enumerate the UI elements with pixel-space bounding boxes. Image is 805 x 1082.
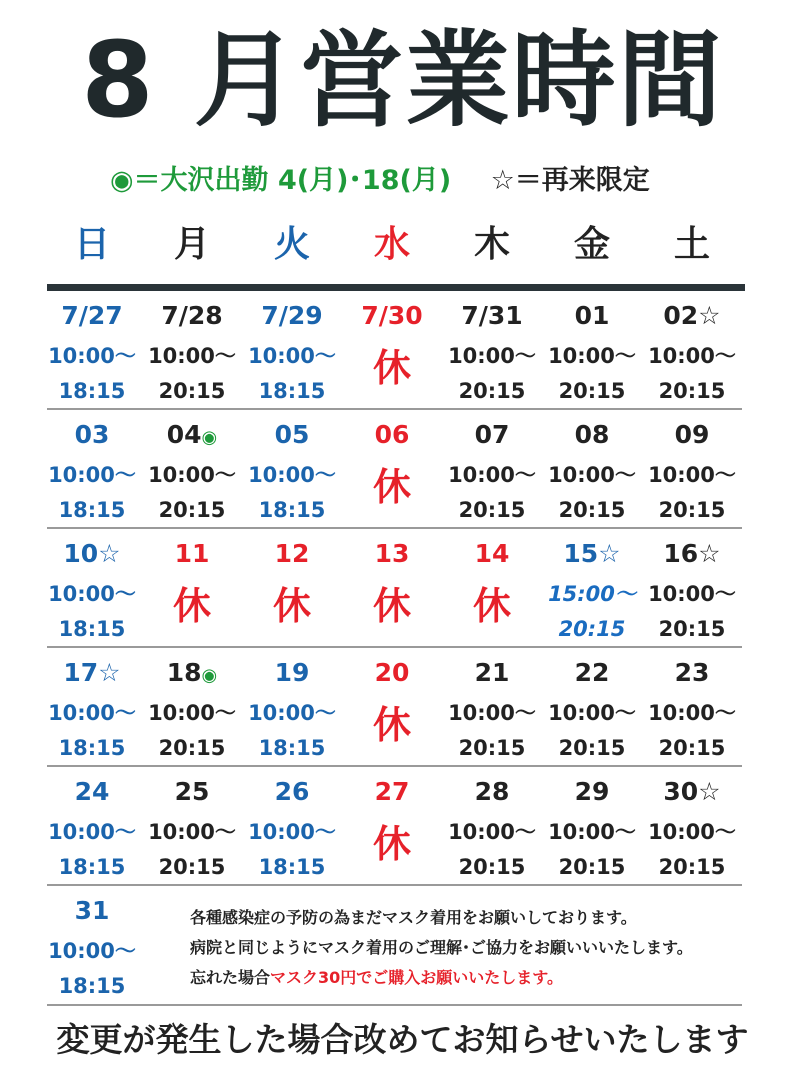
day-cell <box>42 291 142 408</box>
week-row <box>42 767 742 886</box>
day-open-time: 10:00～ <box>148 463 236 487</box>
day-open-time: 10:00～ <box>48 701 136 725</box>
day-date-text: 30☆ <box>663 777 721 806</box>
day-date-text: 29 <box>574 777 610 806</box>
day-cell <box>142 529 242 646</box>
day-date <box>242 537 342 571</box>
day-open-time: 15:00～ <box>548 582 636 606</box>
day-date <box>142 656 242 693</box>
attendance-mark-icon: ◉ <box>201 427 218 448</box>
notice-line-2: 病院と同じようにマスク着用のご理解･ご協力をお願いいいたします。 <box>190 938 693 957</box>
day-cell <box>642 529 742 646</box>
day-date <box>342 418 442 452</box>
day-close-time: 20:15 <box>558 379 626 403</box>
day-date-text: 05 <box>274 420 310 449</box>
closed-label: 休 <box>372 584 411 628</box>
day-open-time: 10:00～ <box>548 463 636 487</box>
day-close-time: 18:15 <box>258 855 326 879</box>
day-open-time: 10:00～ <box>148 344 236 368</box>
weekday-header <box>42 220 742 270</box>
weekday-sun: 日 <box>73 224 110 265</box>
day-date <box>542 418 642 452</box>
day-date-text: 7/27 <box>61 301 123 330</box>
day-close-time: 20:15 <box>658 498 726 522</box>
day-date-text: 23 <box>674 658 710 687</box>
closed-label: 休 <box>372 346 411 390</box>
day-open-time: 10:00～ <box>48 582 136 606</box>
day-date <box>242 775 342 809</box>
day-open-time: 10:00～ <box>148 820 236 844</box>
day-date <box>42 775 142 809</box>
closed-label: 休 <box>272 584 311 628</box>
day-close-time: 20:15 <box>658 617 726 641</box>
day-date-text: 06 <box>374 420 410 449</box>
day-cell <box>342 291 442 408</box>
legend-returning-only: ☆＝再来限定 <box>490 165 650 196</box>
day-cell <box>142 410 242 527</box>
day-close-time: 18:15 <box>58 736 126 760</box>
day-date-text: 18 <box>166 658 202 687</box>
day-date <box>142 418 242 455</box>
day-date <box>42 299 142 333</box>
day-cell <box>342 529 442 646</box>
day-close-time: 20:15 <box>658 379 726 403</box>
day-open-time: 10:00～ <box>48 463 136 487</box>
day-date-text: 11 <box>174 539 210 568</box>
day-open-time: 10:00～ <box>248 820 336 844</box>
day-date-text: 02☆ <box>663 301 721 330</box>
day-open-time: 10:00～ <box>448 820 536 844</box>
notice-line-1: 各種感染症の予防の為まだマスク着用をお願いしております。 <box>190 908 637 927</box>
day-open-time: 10:00～ <box>448 463 536 487</box>
week-row <box>42 291 742 410</box>
day-close-time: 18:15 <box>258 379 326 403</box>
day-open-time: 10:00～ <box>248 463 336 487</box>
mask-notice <box>190 903 750 993</box>
legend <box>110 158 650 198</box>
day-open-time: 10:00～ <box>48 820 136 844</box>
day-cell <box>242 410 342 527</box>
notice-line-3-prefix: 忘れた場合 <box>190 968 271 987</box>
closed-label: 休 <box>372 465 411 509</box>
day-date <box>342 775 442 809</box>
day-date <box>342 299 442 333</box>
day-cell <box>42 767 142 884</box>
day-close-time: 20:15 <box>158 498 226 522</box>
day-date-text: 20 <box>374 658 410 687</box>
day-close-time: 20:15 <box>558 736 626 760</box>
day-cell <box>442 529 542 646</box>
day-close-time: 20:15 <box>458 498 526 522</box>
day-date-text: 07 <box>474 420 510 449</box>
day-cell <box>342 767 442 884</box>
day-date <box>242 299 342 333</box>
day-date-text: 7/28 <box>161 301 223 330</box>
day-cell <box>142 291 242 408</box>
day-date <box>442 418 542 452</box>
day-date-text: 16☆ <box>663 539 721 568</box>
day-cell <box>642 410 742 527</box>
day-cell <box>42 648 142 765</box>
day-cell <box>442 410 542 527</box>
day-open-time: 10:00～ <box>148 701 236 725</box>
day-close-time: 20:15 <box>658 855 726 879</box>
day-close-time: 20:15 <box>458 855 526 879</box>
day-open-time: 10:00～ <box>248 344 336 368</box>
day-date-text: 7/30 <box>361 301 423 330</box>
day-close-time: 20:15 <box>658 736 726 760</box>
day-open-time: 10:00～ <box>248 701 336 725</box>
day-date-text: 08 <box>574 420 610 449</box>
closed-label: 休 <box>172 584 211 628</box>
day-open-time: 10:00～ <box>48 939 136 963</box>
day-open-time: 10:00～ <box>648 463 736 487</box>
day-close-time: 20:15 <box>558 855 626 879</box>
day-cell <box>242 529 342 646</box>
day-date-text: 25 <box>174 777 210 806</box>
day-cell <box>542 291 642 408</box>
day-close-time: 18:15 <box>58 498 126 522</box>
day-date <box>642 299 742 333</box>
day-date <box>442 775 542 809</box>
day-close-time: 18:15 <box>58 974 126 998</box>
day-open-time: 10:00～ <box>48 344 136 368</box>
day-date <box>642 656 742 690</box>
day-date-text: 28 <box>474 777 510 806</box>
day-close-time: 20:15 <box>458 736 526 760</box>
day-open-time: 10:00～ <box>548 344 636 368</box>
day-open-time: 10:00～ <box>448 344 536 368</box>
day-date-text: 14 <box>474 539 510 568</box>
weekday-mon: 月 <box>173 224 210 265</box>
week-row <box>42 648 742 767</box>
day-close-time: 20:15 <box>458 379 526 403</box>
day-close-time: 18:15 <box>258 498 326 522</box>
day-date-text: 7/31 <box>461 301 523 330</box>
day-open-time: 10:00～ <box>648 344 736 368</box>
day-cell <box>342 410 442 527</box>
day-close-time: 18:15 <box>58 379 126 403</box>
day-open-time: 10:00～ <box>648 820 736 844</box>
day-open-time: 10:00～ <box>448 701 536 725</box>
day-cell <box>542 767 642 884</box>
attendance-mark-icon: ◉ <box>201 665 218 686</box>
day-cell <box>142 767 242 884</box>
day-date-text: 15☆ <box>563 539 621 568</box>
day-date-text: 10☆ <box>63 539 121 568</box>
day-date-text: 26 <box>274 777 310 806</box>
day-date <box>142 775 242 809</box>
weekday-thu: 木 <box>473 224 510 265</box>
notice-line-3 <box>190 963 750 993</box>
day-date-text: 09 <box>674 420 710 449</box>
weekday-tue: 火 <box>273 224 310 265</box>
day-date: 31 <box>74 896 110 925</box>
day-close-time: 20:15 <box>558 498 626 522</box>
day-date <box>42 537 142 571</box>
week-row <box>42 529 742 648</box>
weekday-fri: 金 <box>573 224 610 265</box>
day-date-text: 01 <box>574 301 610 330</box>
day-cell <box>242 648 342 765</box>
day-date <box>442 656 542 690</box>
day-cell <box>642 767 742 884</box>
day-date <box>542 775 642 809</box>
day-cell <box>542 529 642 646</box>
day-cell <box>642 648 742 765</box>
weekday-sat: 土 <box>673 224 710 265</box>
day-cell <box>442 648 542 765</box>
notice-line-3-red: マスク30円でご購入お願いいたします。 <box>270 968 564 987</box>
day-date-text: 27 <box>374 777 410 806</box>
day-cell <box>642 291 742 408</box>
day-date <box>442 299 542 333</box>
day-cell <box>342 648 442 765</box>
day-date <box>542 537 642 571</box>
day-date-text: 12 <box>274 539 310 568</box>
day-date <box>42 418 142 452</box>
day-open-time: 10:00～ <box>548 701 636 725</box>
day-cell <box>442 291 542 408</box>
day-date <box>642 418 742 452</box>
row-divider <box>47 1004 742 1006</box>
day-cell <box>42 410 142 527</box>
day-date <box>642 537 742 571</box>
week-row <box>42 410 742 529</box>
day-close-time: 20:15 <box>558 617 626 641</box>
day-cell <box>242 767 342 884</box>
weekday-wed: 水 <box>373 224 410 265</box>
day-close-time: 20:15 <box>158 855 226 879</box>
legend-attendance: ◉＝大沢出勤 4(月)･18(月) <box>110 165 452 196</box>
day-date <box>342 656 442 690</box>
day-close-time: 20:15 <box>158 736 226 760</box>
day-date-text: 04 <box>166 420 202 449</box>
day-date <box>42 656 142 690</box>
calendar-grid <box>42 291 742 886</box>
closed-label: 休 <box>372 822 411 866</box>
day-cell <box>242 291 342 408</box>
closed-label: 休 <box>472 584 511 628</box>
day-date-text: 13 <box>374 539 410 568</box>
day-date-text: 22 <box>574 658 610 687</box>
day-date <box>642 775 742 809</box>
day-date <box>442 537 542 571</box>
day-close-time: 20:15 <box>158 379 226 403</box>
footer-message: 変更が発生した場合改めてお知らせいたします <box>56 1020 749 1059</box>
day-close-time: 18:15 <box>58 855 126 879</box>
day-date-text: 7/29 <box>261 301 323 330</box>
closed-label: 休 <box>372 703 411 747</box>
day-date-text: 21 <box>474 658 510 687</box>
day-date-text: 03 <box>74 420 110 449</box>
day-date-text: 17☆ <box>63 658 121 687</box>
day-date <box>242 418 342 452</box>
page-title: 8 月営業時間 <box>81 19 724 141</box>
day-cell <box>42 529 142 646</box>
day-date <box>242 656 342 690</box>
day-cell <box>542 648 642 765</box>
day-open-time: 10:00～ <box>648 582 736 606</box>
day-open-time: 10:00～ <box>548 820 636 844</box>
day-date <box>142 299 242 333</box>
day-cell <box>142 648 242 765</box>
day-date <box>542 656 642 690</box>
day-date <box>342 537 442 571</box>
day-date-text: 24 <box>74 777 110 806</box>
day-open-time: 10:00～ <box>648 701 736 725</box>
day-close-time: 18:15 <box>58 617 126 641</box>
header-divider <box>47 284 745 291</box>
day-cell <box>442 767 542 884</box>
day-cell <box>542 410 642 527</box>
day-date <box>542 299 642 333</box>
day-close-time: 18:15 <box>258 736 326 760</box>
day-date-text: 19 <box>274 658 310 687</box>
day-date <box>142 537 242 571</box>
day-cell <box>42 886 142 1003</box>
